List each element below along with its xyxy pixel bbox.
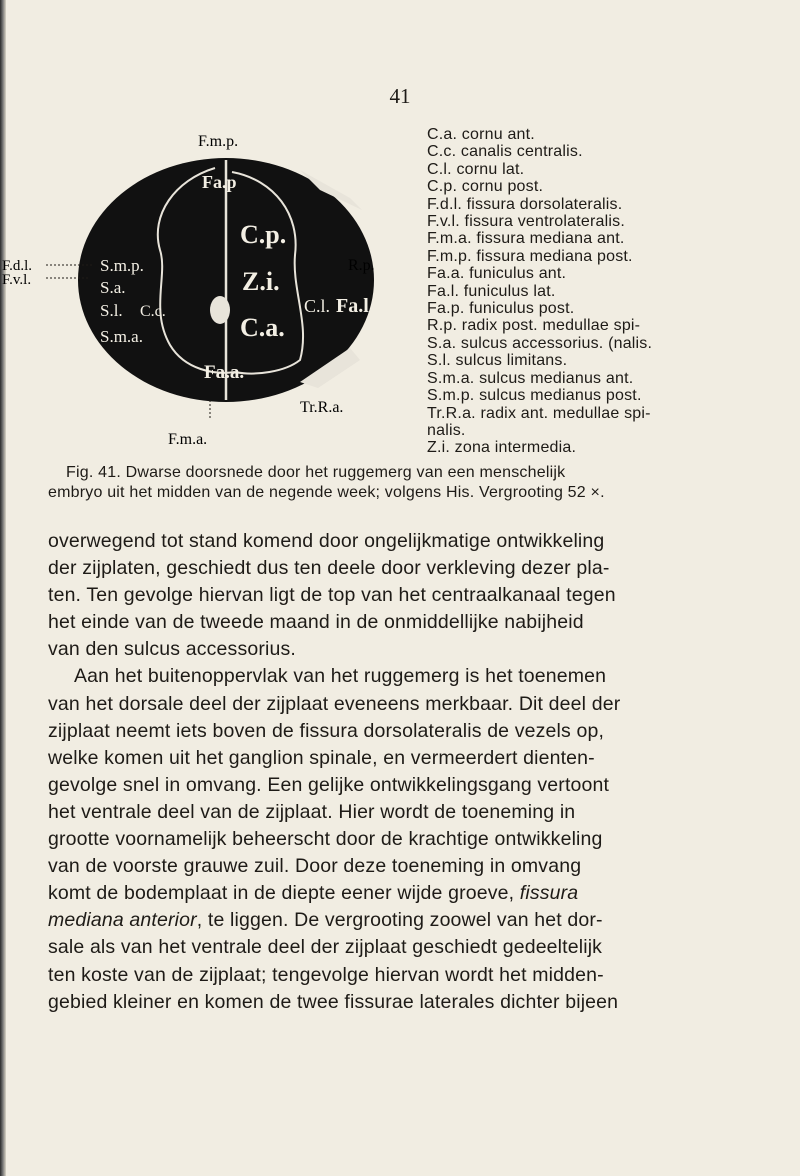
label-sma: S.m.a. xyxy=(100,327,143,346)
label-cc: C.c. xyxy=(140,303,166,320)
italic-term: mediana anterior xyxy=(48,909,197,932)
legend-entry: S.a. sulcus accessorius. (nalis. xyxy=(427,334,653,352)
text-line: van de voorste grauwe zuil. Door deze toeneming in omvang xyxy=(48,855,582,878)
text-line: gebied kleiner en komen de twee fissurae laterales dichter bijeen xyxy=(48,990,619,1013)
body-text xyxy=(48,528,770,1016)
legend-entry: F.m.p. fissura mediana post. xyxy=(427,247,633,265)
label-fap: Fa.p xyxy=(202,172,237,192)
label-fmp: F.m.p. xyxy=(198,133,239,150)
text-line: gevolge snel in omvang. Een gelijke ontwikkelingsgang vertoont xyxy=(48,773,610,796)
label-ca: C.a. xyxy=(240,313,285,342)
legend-entry: Tr.R.a. radix ant. medullae spi- xyxy=(427,404,651,422)
text-segment: komt de bodemplaat in de diepte eener wijde groeve, xyxy=(48,882,515,905)
text-segment: , te liggen. De vergrooting zoowel van het dor- xyxy=(196,909,603,932)
text-line: van het dorsale deel der zijplaat eveneens merkbaar. Dit deel der xyxy=(48,692,621,715)
legend-entry: S.l. sulcus limitans. xyxy=(427,352,568,370)
figure-caption xyxy=(48,463,768,503)
caption-line: Fig. 41. Dwarse doorsnede door het ruggemerg van een menschelijk xyxy=(66,464,566,481)
figure-legend xyxy=(427,126,797,457)
label-cl: C.l. xyxy=(304,296,331,316)
legend-entry: F.d.l. fissura dorsolateralis. xyxy=(427,195,623,213)
text-line xyxy=(48,907,770,934)
label-fma: F.m.a. xyxy=(168,431,208,448)
legend-entry: Z.i. zona intermedia. xyxy=(427,439,577,457)
legend-entry: nalis. xyxy=(427,421,466,439)
text-line: welke komen uit het ganglion spinale, en vermeerdert dienten- xyxy=(48,746,595,769)
text-line xyxy=(48,880,770,907)
label-cp: C.p. xyxy=(240,220,287,249)
legend-entry: Fa.a. funiculus ant. xyxy=(427,265,567,283)
text-line: ten. Ten gevolge hiervan ligt de top van het centraalkanaal tegen xyxy=(48,584,616,607)
text-line: van den sulcus accessorius. xyxy=(48,638,296,661)
legend-entry: F.v.l. fissura ventrolateralis. xyxy=(427,213,625,231)
label-tra: Tr.R.a. xyxy=(300,399,344,416)
text-line: der zijplaten, geschiedt dus ten deele door verkleving dezer pla- xyxy=(48,557,610,580)
label-faa: Fa.a. xyxy=(204,362,245,383)
label-fal: Fa.l xyxy=(336,295,369,317)
legend-entry: C.l. cornu lat. xyxy=(427,160,525,178)
text-line: sale als van het ventrale deel der zijplaat geschiedt gedeeltelijk xyxy=(48,936,603,959)
legend-entry: F.m.a. fissura mediana ant. xyxy=(427,230,625,248)
text-line: het ventrale deel van de zijplaat. Hier wordt de toeneming in xyxy=(48,800,576,823)
label-smp: S.m.p. xyxy=(100,256,144,275)
caption-line: embryo uit het midden van de negende week; volgens His. Vergrooting 52 ×. xyxy=(48,484,605,501)
label-fvl: F.v.l. xyxy=(2,272,32,288)
legend-entry: S.m.p. sulcus medianus post. xyxy=(427,387,642,405)
legend-entry: Fa.p. funiculus post. xyxy=(427,300,575,318)
text-line: ten koste van de zijplaat; tengevolge hiervan wordt het midden- xyxy=(48,963,604,986)
text-line: grootte voornamelijk beheerscht door de krachtige ontwikkeling xyxy=(48,828,603,851)
label-zi: Z.i. xyxy=(242,267,280,296)
page-number: 41 xyxy=(389,84,411,108)
text-line: het einde van de tweede maand in de onmiddellijke nabijheid xyxy=(48,611,584,634)
legend-entry: R.p. radix post. medullae spi- xyxy=(427,317,641,335)
figure-41 xyxy=(0,110,430,470)
legend-entry: Fa.l. funiculus lat. xyxy=(427,282,556,300)
text-line: overwegend tot stand komend door ongelijkmatige ontwikkeling xyxy=(48,530,605,552)
legend-entry: S.m.a. sulcus medianus ant. xyxy=(427,369,634,387)
legend-entry: C.p. cornu post. xyxy=(427,178,544,196)
text-line: Aan het buitenoppervlak van het ruggemerg is het toenemen xyxy=(74,665,607,688)
text-line: zijplaat neemt iets boven de fissura dorsolateralis de vezels op, xyxy=(48,719,605,742)
central-canal xyxy=(210,296,230,324)
legend-entry: C.c. canalis centralis. xyxy=(427,143,583,161)
label-sa: S.a. xyxy=(100,278,126,297)
label-sl: S.l. xyxy=(100,301,123,320)
label-fdl: F.d.l. xyxy=(2,258,33,274)
label-rp: R.p. xyxy=(348,257,375,274)
italic-term: fissura xyxy=(519,882,579,905)
legend-entry: C.a. cornu ant. xyxy=(427,126,535,143)
